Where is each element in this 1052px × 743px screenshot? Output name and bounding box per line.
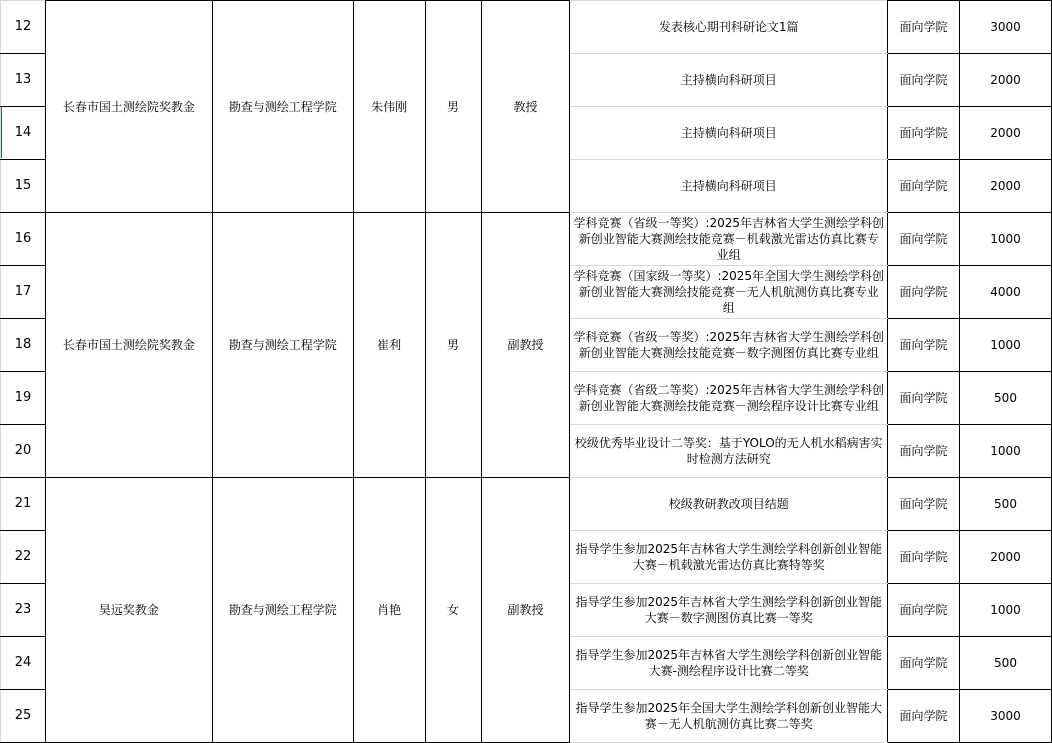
row-number[interactable]: 15 <box>1 160 46 213</box>
row-number[interactable]: 13 <box>1 54 46 107</box>
row-number[interactable]: 17 <box>1 266 46 319</box>
scope-cell[interactable]: 面向学院 <box>888 637 960 690</box>
scope-cell[interactable]: 面向学院 <box>888 319 960 372</box>
teacher-name-cell[interactable]: 崔利 <box>353 213 425 478</box>
teacher-name-cell[interactable]: 肖艳 <box>353 478 425 743</box>
row-number[interactable]: 19 <box>1 372 46 425</box>
amount-cell[interactable]: 2000 <box>960 531 1052 584</box>
table-row[interactable] <box>1 213 1052 266</box>
college-cell[interactable]: 勘查与测绘工程学院 <box>212 1 353 213</box>
amount-cell[interactable]: 500 <box>960 637 1052 690</box>
award-name-cell[interactable]: 长春市国土测绘院奖教金 <box>45 1 212 213</box>
row-number[interactable]: 23 <box>1 584 46 637</box>
achievement-cell[interactable]: 指导学生参加2025年吉林省大学生测绘学科创新创业智能大赛－机载激光雷达仿真比赛特等奖 <box>570 531 888 584</box>
amount-cell[interactable]: 1000 <box>960 319 1052 372</box>
achievement-cell[interactable]: 校级教研教改项目结题 <box>570 478 888 531</box>
title-cell[interactable]: 教授 <box>481 1 570 213</box>
gender-cell[interactable]: 男 <box>425 1 481 213</box>
award-name-cell[interactable]: 昊远奖教金 <box>45 478 212 743</box>
college-cell[interactable]: 勘查与测绘工程学院 <box>212 478 353 743</box>
row-number[interactable]: 20 <box>1 425 46 478</box>
achievement-cell[interactable]: 校级优秀毕业设计二等奖：基于YOLO的无人机水稻病害实时检测方法研究 <box>570 425 888 478</box>
row-number[interactable]: 18 <box>1 319 46 372</box>
row-number[interactable]: 24 <box>1 637 46 690</box>
achievement-cell[interactable]: 学科竞赛（省级一等奖）:2025年吉林省大学生测绘学科创新创业智能大赛测绘技能竞赛－数字测图仿真比赛专业组 <box>570 319 888 372</box>
scope-cell[interactable]: 面向学院 <box>888 531 960 584</box>
teacher-name-cell[interactable]: 朱伟刚 <box>353 1 425 213</box>
amount-cell[interactable]: 1000 <box>960 213 1052 266</box>
amount-cell[interactable]: 3000 <box>960 690 1052 743</box>
scope-cell[interactable]: 面向学院 <box>888 54 960 107</box>
gender-cell[interactable]: 男 <box>425 213 481 478</box>
scope-cell[interactable]: 面向学院 <box>888 266 960 319</box>
achievement-cell[interactable]: 学科竞赛（省级一等奖）:2025年吉林省大学生测绘学科创新创业智能大赛测绘技能竞赛－机载激光雷达仿真比赛专业组 <box>570 213 888 266</box>
scope-cell[interactable]: 面向学院 <box>888 107 960 160</box>
title-cell[interactable]: 副教授 <box>481 478 570 743</box>
achievement-cell[interactable]: 指导学生参加2025年吉林省大学生测绘学科创新创业智能大赛－数字测图仿真比赛一等奖 <box>570 584 888 637</box>
scope-cell[interactable]: 面向学院 <box>888 372 960 425</box>
scope-cell[interactable]: 面向学院 <box>888 478 960 531</box>
amount-cell[interactable]: 2000 <box>960 54 1052 107</box>
achievement-cell[interactable]: 学科竞赛（国家级一等奖）:2025年全国大学生测绘学科创新创业智能大赛测绘技能竞赛－无人机航测仿真比赛专业组 <box>570 266 888 319</box>
amount-cell[interactable]: 1000 <box>960 584 1052 637</box>
scope-cell[interactable]: 面向学院 <box>888 213 960 266</box>
scope-cell[interactable]: 面向学院 <box>888 1 960 54</box>
row-number[interactable]: 16 <box>1 213 46 266</box>
achievement-cell[interactable]: 指导学生参加2025年全国大学生测绘学科创新创业智能大赛－无人机航测仿真比赛二等奖 <box>570 690 888 743</box>
scope-cell[interactable]: 面向学院 <box>888 584 960 637</box>
amount-cell[interactable]: 3000 <box>960 1 1052 54</box>
table-row[interactable] <box>1 478 1052 531</box>
title-cell[interactable]: 副教授 <box>481 213 570 478</box>
amount-cell[interactable]: 2000 <box>960 160 1052 213</box>
amount-cell[interactable]: 4000 <box>960 266 1052 319</box>
achievement-cell[interactable]: 指导学生参加2025年吉林省大学生测绘学科创新创业智能大赛-测绘程序设计比赛二等奖 <box>570 637 888 690</box>
amount-cell[interactable]: 500 <box>960 478 1052 531</box>
achievement-cell[interactable]: 主持横向科研项目 <box>570 160 888 213</box>
amount-cell[interactable]: 2000 <box>960 107 1052 160</box>
scope-cell[interactable]: 面向学院 <box>888 160 960 213</box>
achievement-cell[interactable]: 主持横向科研项目 <box>570 107 888 160</box>
achievement-cell[interactable]: 发表核心期刊科研论文1篇 <box>570 1 888 54</box>
scope-cell[interactable]: 面向学院 <box>888 425 960 478</box>
row-number[interactable]: 25 <box>1 690 46 743</box>
award-name-cell[interactable]: 长春市国土测绘院奖教金 <box>45 213 212 478</box>
row-number[interactable]: 22 <box>1 531 46 584</box>
row-number[interactable]: 14 <box>1 107 46 160</box>
scope-cell[interactable]: 面向学院 <box>888 690 960 743</box>
gender-cell[interactable]: 女 <box>425 478 481 743</box>
college-cell[interactable]: 勘查与测绘工程学院 <box>212 213 353 478</box>
amount-cell[interactable]: 1000 <box>960 425 1052 478</box>
row-number[interactable]: 12 <box>1 1 46 54</box>
table-row[interactable] <box>1 1 1052 54</box>
amount-cell[interactable]: 500 <box>960 372 1052 425</box>
achievement-cell[interactable]: 学科竞赛（省级二等奖）:2025年吉林省大学生测绘学科创新创业智能大赛测绘技能竞赛－测绘程序设计比赛专业组 <box>570 372 888 425</box>
achievement-cell[interactable]: 主持横向科研项目 <box>570 54 888 107</box>
row-number[interactable]: 21 <box>1 478 46 531</box>
